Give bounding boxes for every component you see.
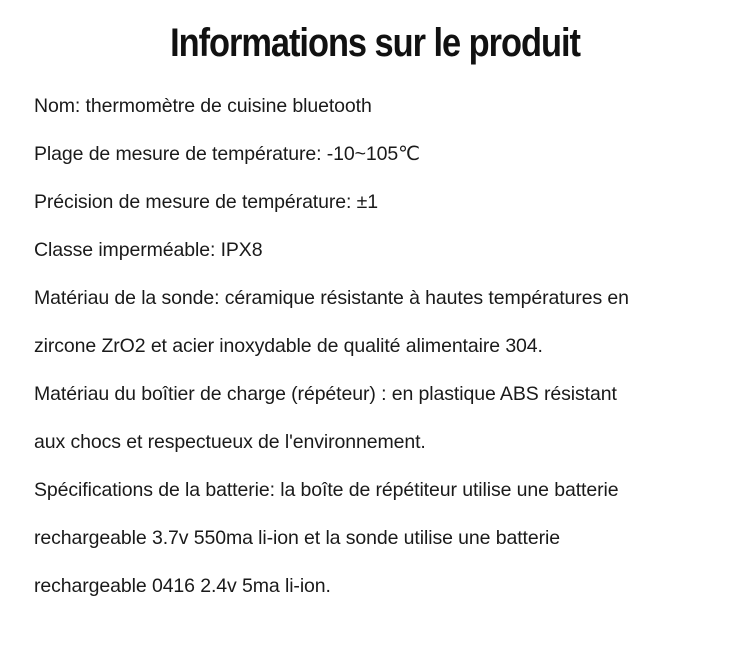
- spec-line-case-material-cont: aux chocs et respectueux de l'environnement.: [34, 431, 426, 453]
- spec-line-probe-material-cont: zircone ZrO2 et acier inoxydable de qualité alimentaire 304.: [34, 335, 543, 357]
- spec-line-temperature-range: Plage de mesure de température: -10~105℃: [34, 143, 420, 165]
- spec-line-battery-cont: rechargeable 3.7v 550ma li-ion et la sonde utilise une batterie: [34, 527, 560, 549]
- spec-line-battery: Spécifications de la batterie: la boîte de répétiteur utilise une batterie: [34, 479, 619, 501]
- spec-list: [34, 82, 734, 610]
- page-title: Informations sur le produit: [170, 21, 580, 65]
- spec-line-probe-material: Matériau de la sonde: céramique résistante à hautes températures en: [34, 287, 629, 309]
- spec-line-battery-cont-2: rechargeable 0416 2.4v 5ma li-ion.: [34, 575, 331, 597]
- spec-line-temperature-precision: Précision de mesure de température: ±1: [34, 191, 378, 213]
- spec-line-waterproof-class: Classe imperméable: IPX8: [34, 239, 263, 261]
- spec-line-case-material: Matériau du boîtier de charge (répéteur) : en plastique ABS résistant: [34, 383, 617, 405]
- spec-line-name: Nom: thermomètre de cuisine bluetooth: [34, 95, 372, 117]
